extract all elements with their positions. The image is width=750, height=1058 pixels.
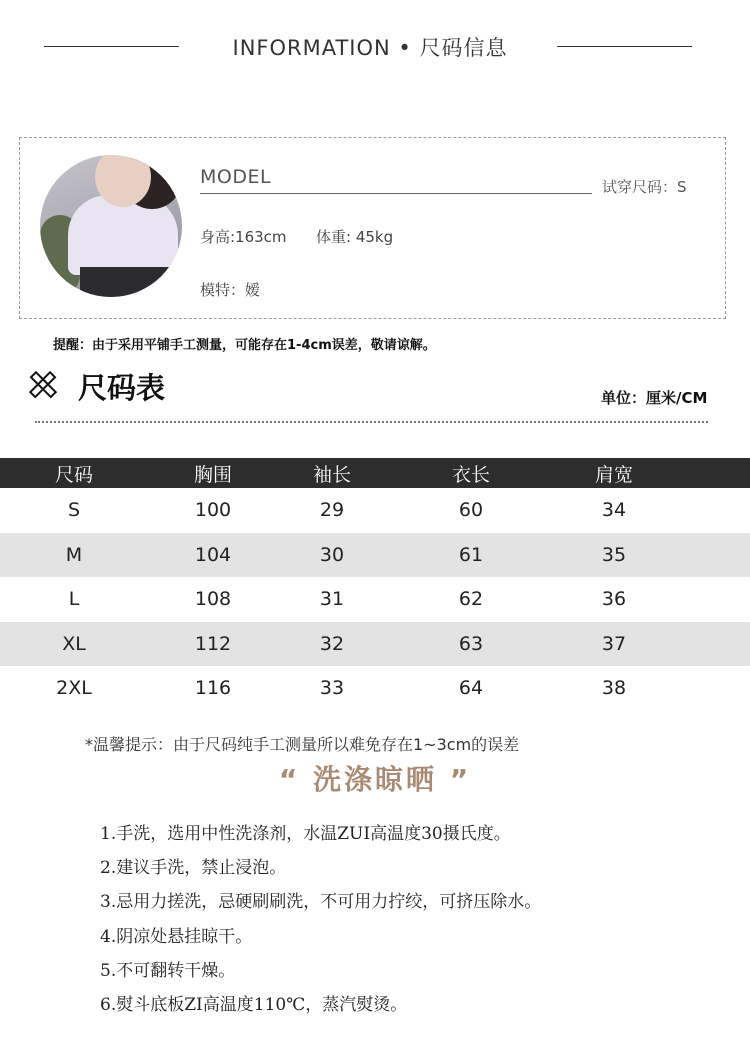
model-underline xyxy=(200,193,592,194)
size-table xyxy=(0,458,750,711)
table-cell: 38 xyxy=(601,677,627,700)
table-row xyxy=(0,488,750,533)
header-divider-right xyxy=(557,46,692,47)
list-item: 3.忌用力搓洗，忌硬刷刷洗，不可用力拧绞，可挤压除水。 xyxy=(100,892,542,913)
list-item: 2.建议手洗，禁止浸泡。 xyxy=(100,858,287,879)
table-cell: 63 xyxy=(458,632,484,655)
header-cell: 袖长 xyxy=(312,463,351,486)
model-height: 身高:163cm xyxy=(200,228,287,246)
measurement-tip: *温馨提示：由于尺码纯手工测量所以难免存在1~3cm的误差 xyxy=(85,735,520,754)
table-cell: 37 xyxy=(601,632,627,655)
table-cell: 60 xyxy=(458,499,484,522)
table-header-row xyxy=(0,458,750,488)
table-cell: 32 xyxy=(319,632,345,655)
model-label: MODEL xyxy=(200,166,272,188)
model-name: 模特：嫒 xyxy=(200,281,261,299)
ruler-scissors-icon xyxy=(27,369,59,401)
table-cell: M xyxy=(65,543,83,566)
table-cell: 112 xyxy=(194,632,232,655)
list-item: 5.不可翻转干燥。 xyxy=(100,960,236,981)
table-cell: 34 xyxy=(601,499,627,522)
list-item: 4.阴凉处悬挂晾干。 xyxy=(100,926,253,947)
table-row xyxy=(0,622,750,667)
table-row xyxy=(0,577,750,622)
table-cell: 100 xyxy=(194,499,232,522)
dotted-divider xyxy=(35,421,708,423)
table-cell: 29 xyxy=(319,499,345,522)
header-divider-left xyxy=(44,46,179,47)
table-cell: 61 xyxy=(458,543,484,566)
model-info-card xyxy=(19,137,726,319)
table-cell: 108 xyxy=(194,588,232,611)
header-cell: 衣长 xyxy=(451,463,490,486)
table-cell: S xyxy=(67,499,81,522)
table-cell: 62 xyxy=(458,588,484,611)
size-chart-title: 尺码表 xyxy=(78,371,166,405)
table-cell: 31 xyxy=(319,588,345,611)
unit-label: 单位：厘米/CM xyxy=(601,389,708,407)
measurement-notice: 提醒：由于采用平铺手工测量，可能存在1-4cm误差，敬请谅解。 xyxy=(53,338,436,353)
table-cell: 116 xyxy=(194,677,232,700)
table-cell: 2XL xyxy=(56,677,92,700)
header-cell: 胸围 xyxy=(193,463,232,486)
washing-title: “ 洗涤晾晒 ” xyxy=(278,763,472,796)
table-cell: 36 xyxy=(601,588,627,611)
model-weight: 体重: 45kg xyxy=(316,228,394,246)
table-cell: XL xyxy=(62,632,86,655)
table-cell: L xyxy=(68,588,80,611)
table-cell: 35 xyxy=(601,543,627,566)
header-cell: 肩宽 xyxy=(594,463,633,486)
table-cell: 30 xyxy=(319,543,345,566)
section-title: INFORMATION • 尺码信息 xyxy=(232,36,508,60)
table-row xyxy=(0,533,750,578)
table-cell: 104 xyxy=(194,543,232,566)
table-cell: 64 xyxy=(458,677,484,700)
header-cell: 尺码 xyxy=(54,463,93,486)
table-row xyxy=(0,666,750,711)
list-item: 6.熨斗底板ZI高温度110℃，蒸汽熨烫。 xyxy=(100,994,408,1015)
table-cell: 33 xyxy=(319,677,345,700)
try-size: 试穿尺码：S xyxy=(602,178,687,196)
model-photo xyxy=(40,155,182,297)
washing-instructions xyxy=(100,820,541,1025)
list-item: 1.手洗，选用中性洗涤剂，水温ZUI高温度30摄氏度。 xyxy=(100,824,511,844)
